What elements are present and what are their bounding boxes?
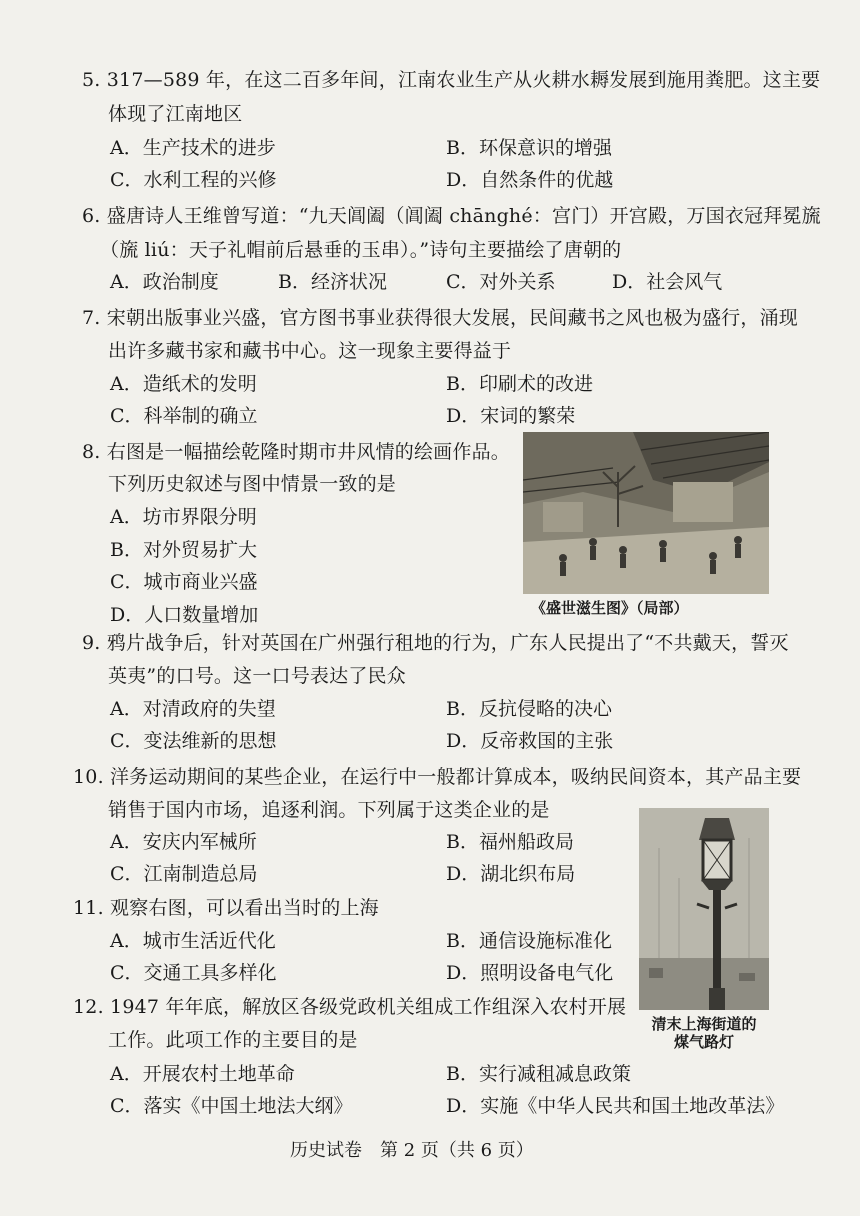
- question-7-option-a: A．造纸术的发明: [110, 373, 257, 395]
- painting-image: [523, 432, 769, 594]
- question-7-option-b: B．印刷术的改进: [446, 373, 593, 395]
- question-7-line-2: 出许多藏书家和藏书中心。这一现象主要得益于: [108, 340, 512, 362]
- question-11-option-d: D．照明设备电气化: [446, 962, 614, 984]
- question-10-line-2: 销售于国内市场，追逐利润。下列属于这类企业的是: [108, 799, 550, 821]
- gas-lamp-caption-line-2: 煤气路灯: [673, 1033, 734, 1051]
- question-10-option-d: D．湖北织布局: [446, 863, 576, 885]
- question-7-line-1: 7. 宋朝出版事业兴盛，官方图书事业获得很大发展，民间藏书之风也极为盛行，涌现: [82, 307, 798, 329]
- question-6-option-a: A．政治制度: [110, 271, 219, 293]
- question-5-option-c: C．水利工程的兴修: [110, 169, 277, 191]
- gas-lamp-caption-line-1: 清末上海街道的: [651, 1015, 757, 1033]
- question-10-option-a: A．安庆内军械所: [110, 831, 257, 853]
- question-5-option-b: B．环保意识的增强: [446, 137, 612, 159]
- question-12-line-1: 12. 1947 年年底，解放区各级党政机关组成工作组深入农村开展: [73, 996, 627, 1018]
- question-12-option-a: A．开展农村土地革命: [110, 1063, 295, 1085]
- question-10-line-1: 10. 洋务运动期间的某些企业，在运行中一般都计算成本，吸纳民间资本，其产品主要: [73, 766, 802, 788]
- question-6-line-2: （旒 liú：天子礼帽前后悬垂的玉串）。”诗句主要描绘了唐朝的: [100, 239, 622, 261]
- question-8-line-2: 下列历史叙述与图中情景一致的是: [108, 473, 397, 495]
- question-9-option-a: A．对清政府的失望: [110, 698, 276, 720]
- question-7-option-c: C．科举制的确立: [110, 405, 258, 427]
- question-9-option-b: B．反抗侵略的决心: [446, 698, 612, 720]
- page-footer: 历史试卷 第 2 页（共 6 页）: [290, 1140, 534, 1161]
- question-10-option-c: C．江南制造总局: [110, 863, 258, 885]
- question-8-line-1: 8. 右图是一幅描绘乾隆时期市井风情的绘画作品。: [82, 441, 510, 463]
- question-9-line-2: 英夷”的口号。这一口号表达了民众: [108, 665, 406, 687]
- question-11-line-1: 11. 观察右图，可以看出当时的上海: [73, 897, 379, 919]
- question-5-option-d: D．自然条件的优越: [446, 169, 614, 191]
- question-8-option-a: A．坊市界限分明: [110, 506, 257, 528]
- question-6-line-1: 6. 盛唐诗人王维曾写道：“九天阊阖（阊阖 chānghé：宫门）开宫殿，万国衣冠拜冕旒: [82, 205, 821, 227]
- gas-lamp-photo: [639, 808, 769, 1010]
- painting-caption: 《盛世滋生图》（局部）: [531, 599, 689, 617]
- question-7-option-d: D．宋词的繁荣: [446, 405, 576, 427]
- question-8-option-c: C．城市商业兴盛: [110, 571, 258, 593]
- question-11-option-b: B．通信设施标准化: [446, 930, 612, 952]
- question-11-option-c: C．交通工具多样化: [110, 962, 277, 984]
- question-12-option-b: B．实行减租减息政策: [446, 1063, 631, 1085]
- question-5-option-a: A．生产技术的进步: [110, 137, 276, 159]
- question-12-line-2: 工作。此项工作的主要目的是: [108, 1029, 358, 1051]
- question-6-option-b: B．经济状况: [278, 271, 387, 293]
- question-9-option-d: D．反帝救国的主张: [446, 730, 614, 752]
- question-10-option-b: B．福州船政局: [446, 831, 574, 853]
- question-6-option-d: D．社会风气: [612, 271, 723, 293]
- question-9-option-c: C．变法维新的思想: [110, 730, 277, 752]
- question-8-option-b: B．对外贸易扩大: [110, 539, 257, 561]
- question-12-option-c: C．落实《中国土地法大纲》: [110, 1095, 353, 1117]
- question-5-line-1: 5. 317—589 年，在这二百多年间，江南农业生产从火耕水耨发展到施用粪肥。这主要: [82, 69, 821, 91]
- question-9-line-1: 9. 鸦片战争后，针对英国在广州强行租地的行为，广东人民提出了“不共戴天，誓灭: [82, 632, 789, 654]
- question-11-option-a: A．城市生活近代化: [110, 930, 276, 952]
- question-6-option-c: C．对外关系: [446, 271, 556, 293]
- question-8-option-d: D．人口数量增加: [110, 604, 259, 626]
- question-12-option-d: D．实施《中华人民共和国土地改革法》: [446, 1095, 785, 1117]
- question-5-line-2: 体现了江南地区: [108, 103, 243, 125]
